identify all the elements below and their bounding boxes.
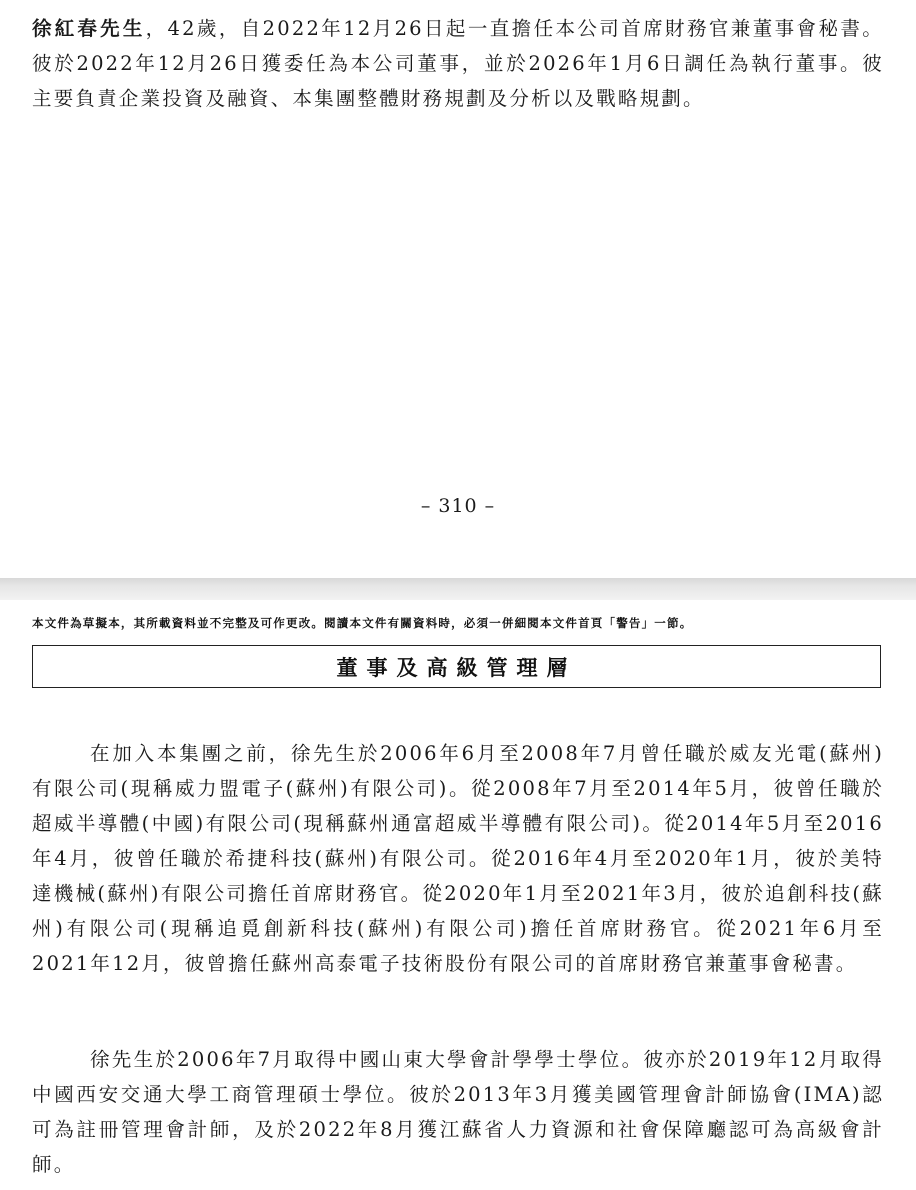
director-bio-paragraph	[32, 11, 884, 116]
education-paragraph: 徐先生於2006年7月取得中國山東大學會計學學士學位。彼亦於2019年12月取得中國西安交通大學工商管理碩士學位。彼於2013年3月獲美國管理會計師協會(IMA)認可為註冊管理會計師，及於2022年8月獲江蘇省人力資源和社會保障廳認可為高級會計師。	[32, 1048, 884, 1176]
page-separator	[0, 578, 916, 600]
draft-disclaimer: 本文件為草擬本，其所載資料並不完整及可作更改。閱讀本文件有關資料時，必須一併細閱本文件首頁「警告」一節。	[32, 616, 693, 630]
section-title: 董事及高級管理層	[336, 655, 577, 680]
director-bio-text: ，42歲，自2022年12月26日起一直擔任本公司首席財務官兼董事會秘書。彼於2022年12月26日獲委任為本公司董事，並於2026年1月6日調任為執行董事。彼主要負責企業投資及融資、本集團整體財務規劃及分析以及戰略規劃。	[32, 17, 884, 110]
career-history-paragraph: 在加入本集團之前，徐先生於2006年6月至2008年7月曾任職於威友光電(蘇州)有限公司(現稱威力盟電子(蘇州)有限公司)。從2008年7月至2014年5月，彼曾任職於超威半導體(中國)有限公司(現稱蘇州通富超威半導體有限公司)。從2014年5月至2016年4月，彼曾任職於希捷科技(蘇州)有限公司。從2016年4月至2020年1月，彼於美特達機械(蘇州)有限公司擔任首席財務官。從2020年1月至2021年3月，彼於追創科技(蘇州)有限公司(現稱追覓創新科技(蘇州)有限公司)擔任首席財務官。從2021年6月至2021年12月，彼曾擔任蘇州高泰電子技術股份有限公司的首席財務官兼董事會秘書。	[32, 742, 884, 975]
page-number: – 310 –	[420, 495, 496, 517]
section-header-box	[32, 645, 881, 688]
previous-page	[0, 0, 916, 578]
director-name: 徐紅春先生	[32, 17, 146, 40]
